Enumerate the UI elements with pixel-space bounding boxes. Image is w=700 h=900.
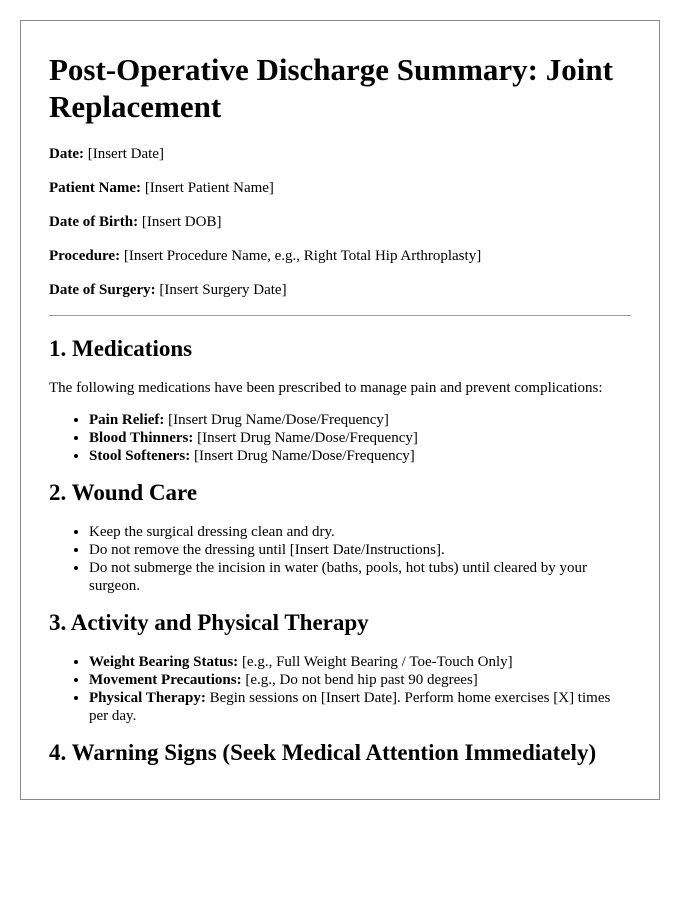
wound-care-list	[49, 523, 631, 595]
section-heading: 4. Warning Signs (Seek Medical Attention Immediately)	[49, 740, 597, 765]
document-title: Post-Operative Discharge Summary: Joint Replacement	[49, 52, 613, 124]
item-value: Begin sessions on [Insert Date]. Perform home exercises [X] times per day.	[89, 690, 611, 724]
list-item	[89, 689, 631, 725]
field-label: Date of Surgery:	[49, 282, 156, 298]
item-value: [Insert Drug Name/Dose/Frequency]	[190, 448, 415, 464]
field-label: Patient Name:	[49, 180, 142, 196]
section-divider	[49, 315, 631, 316]
list-item	[89, 653, 631, 671]
item-label: Pain Relief:	[89, 412, 165, 428]
field-date	[49, 145, 631, 163]
section-wound-care	[49, 479, 631, 595]
field-value: [Insert Date]	[83, 146, 164, 162]
field-value: [Insert DOB]	[138, 214, 222, 230]
section-activity	[49, 609, 631, 725]
list-item: • Keep the surgical dressing clean and dry.	[89, 523, 631, 541]
list-item: • Do not remove the dressing until [Insert Date/Instructions].	[89, 541, 631, 559]
field-date-of-birth	[49, 213, 631, 231]
field-value: [Insert Patient Name]	[141, 180, 274, 196]
field-label: Procedure:	[49, 248, 121, 264]
section-heading: 2. Wound Care	[49, 480, 198, 505]
field-procedure	[49, 247, 631, 265]
list-item	[89, 411, 631, 429]
list-item	[89, 447, 631, 465]
section-intro: The following medications have been prescribed to manage pain and prevent complications:	[49, 380, 603, 396]
item-label: Blood Thinners:	[89, 430, 194, 446]
section-heading: 3. Activity and Physical Therapy	[49, 610, 369, 635]
field-value: [Insert Procedure Name, e.g., Right Total Hip Arthroplasty]	[120, 248, 482, 264]
item-value: [Insert Drug Name/Dose/Frequency]	[164, 412, 389, 428]
list-item	[89, 429, 631, 447]
field-patient-name	[49, 179, 631, 197]
item-label: Stool Softeners:	[89, 448, 191, 464]
list-item: • Do not submerge the incision in water (baths, pools, hot tubs) until cleared by your surgeon.	[89, 559, 631, 595]
item-value: [Insert Drug Name/Dose/Frequency]	[193, 430, 418, 446]
field-label: Date of Birth:	[49, 214, 139, 230]
activity-list	[49, 653, 631, 725]
field-value: [Insert Surgery Date]	[155, 282, 287, 298]
section-heading: 1. Medications	[49, 336, 193, 361]
item-label: Movement Precautions:	[89, 672, 242, 688]
document-content	[21, 21, 659, 767]
item-label: Physical Therapy:	[89, 690, 206, 706]
list-item	[89, 671, 631, 689]
section-warning-signs	[49, 739, 631, 767]
field-label: Date:	[49, 146, 84, 162]
section-medications	[49, 335, 631, 465]
medications-list	[49, 411, 631, 465]
item-value: [e.g., Full Weight Bearing / Toe-Touch Only]	[238, 654, 513, 670]
field-date-of-surgery	[49, 281, 631, 299]
item-label: Weight Bearing Status:	[89, 654, 239, 670]
document-page	[20, 20, 660, 800]
item-value: [e.g., Do not bend hip past 90 degrees]	[241, 672, 478, 688]
